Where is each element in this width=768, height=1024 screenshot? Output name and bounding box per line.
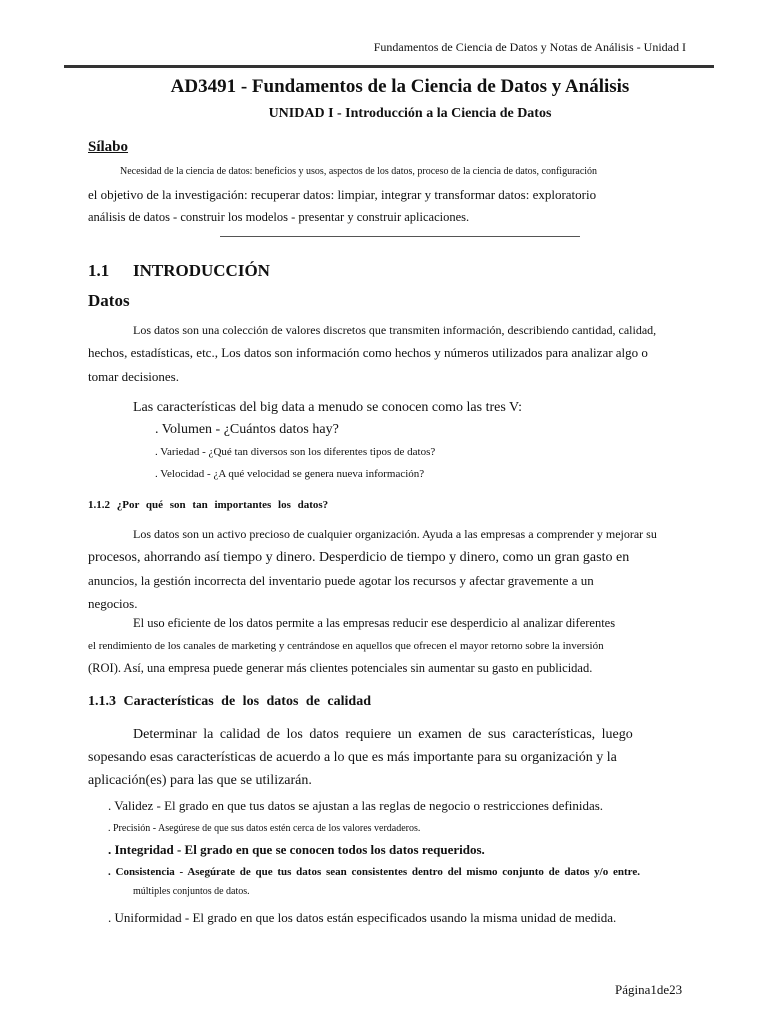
document-title: AD3491 - Fundamentos de la Ciencia de Datos y Análisis (170, 76, 630, 97)
importance-line-7: (ROI). Así, una empresa puede generar más clientes potenciales sin aumentar su gasto en publicidad. (88, 661, 593, 675)
datos-paragraph-line-2: hechos, estadísticas, etc., Los datos son información como hechos y números utilizados para analizar algo o (88, 345, 648, 360)
datos-paragraph-line-1: Los datos son una colección de valores discretos que transmiten información, describiendo cantidad, calidad, (133, 323, 657, 337)
quality-item-precision: . Precisión - Asegúrese de que sus datos estén cerca de los valores verdaderos. (108, 823, 421, 834)
quality-line-3: aplicación(es) para las que se utilizarán. (88, 773, 312, 788)
syllabus-line-1: Necesidad de la ciencia de datos: beneficios y usos, aspectos de los datos, proceso de la ciencia de datos, configuración (120, 166, 598, 177)
syllabus-line-3: análisis de datos - construir los modelos - presentar y construir aplicaciones. (88, 210, 470, 224)
v-item-velocidad: . Velocidad - ¿A qué velocidad se genera nueva información? (155, 468, 425, 480)
syllabus-heading: Sílabo (88, 139, 129, 155)
importance-line-4: negocios. (88, 596, 138, 611)
quality-line-2: sopesando esas características de acuerdo a lo que es más importante para su organización y la (88, 750, 617, 765)
section-title: INTRODUCCIÓN (133, 261, 270, 280)
subsection-1-1-3-heading: 1.1.3 Características de los datos de calidad (88, 694, 371, 709)
quality-item-consistencia-cont: múltiples conjuntos de datos. (133, 886, 250, 897)
quality-item-consistencia: . Consistencia - Asegúrate de que tus datos sean consistentes dentro del mismo conjunto de datos y/o entre. (108, 866, 640, 878)
quality-item-integridad: . Integridad - El grado en que se conocen todos los datos requeridos. (108, 842, 485, 857)
v-item-variedad: . Variedad - ¿Qué tan diversos son los diferentes tipos de datos? (155, 446, 436, 458)
subsection-1-1-2-heading: 1.1.2 ¿Por qué son tan importantes los datos? (88, 499, 329, 511)
syllabus-divider (220, 236, 580, 237)
importance-line-1: Los datos son un activo precioso de cualquier organización. Ayuda a las empresas a comprender y mejorar su (133, 527, 657, 541)
importance-line-5: El uso eficiente de los datos permite a las empresas reducir ese desperdicio al analizar diferentes (133, 616, 616, 630)
datos-heading: Datos (88, 291, 130, 310)
syllabus-line-2: el objetivo de la investigación: recuperar datos: limpiar, integrar y transformar datos: exploratorio (88, 187, 597, 202)
v-item-volumen: . Volumen - ¿Cuántos datos hay? (155, 422, 339, 437)
quality-line-1: Determinar la calidad de los datos requiere un examen de sus características, luego (133, 727, 633, 742)
section-number: 1.1 (88, 261, 110, 280)
importance-line-3: anuncios, la gestión incorrecta del inventario puede agotar los recursos y afectar gravemente a un (88, 573, 594, 588)
quality-item-validez: . Validez - El grado en que tus datos se ajustan a las reglas de negocio o restricciones definidas. (108, 798, 604, 813)
page-number: Página1de23 (615, 982, 683, 997)
header-rule (64, 65, 714, 68)
running-header: Fundamentos de Ciencia de Datos y Notas de Análisis - Unidad I (373, 40, 686, 54)
importance-line-2: procesos, ahorrando así tiempo y dinero. Desperdicio de tiempo y dinero, como un gran gasto en (88, 550, 630, 565)
document-subtitle: UNIDAD I - Introducción a la Ciencia de Datos (268, 106, 552, 121)
quality-item-uniformidad: . Uniformidad - El grado en que los datos están especificados usando la misma unidad de medida. (108, 910, 617, 925)
three-v-intro: Las características del big data a menudo se conocen como las tres V: (133, 400, 522, 415)
importance-line-6: el rendimiento de los canales de marketing y centrándose en aquellos que ofrecen el mayor retorno sobre la inversión (88, 640, 604, 652)
datos-paragraph-line-3: tomar decisiones. (88, 369, 179, 384)
